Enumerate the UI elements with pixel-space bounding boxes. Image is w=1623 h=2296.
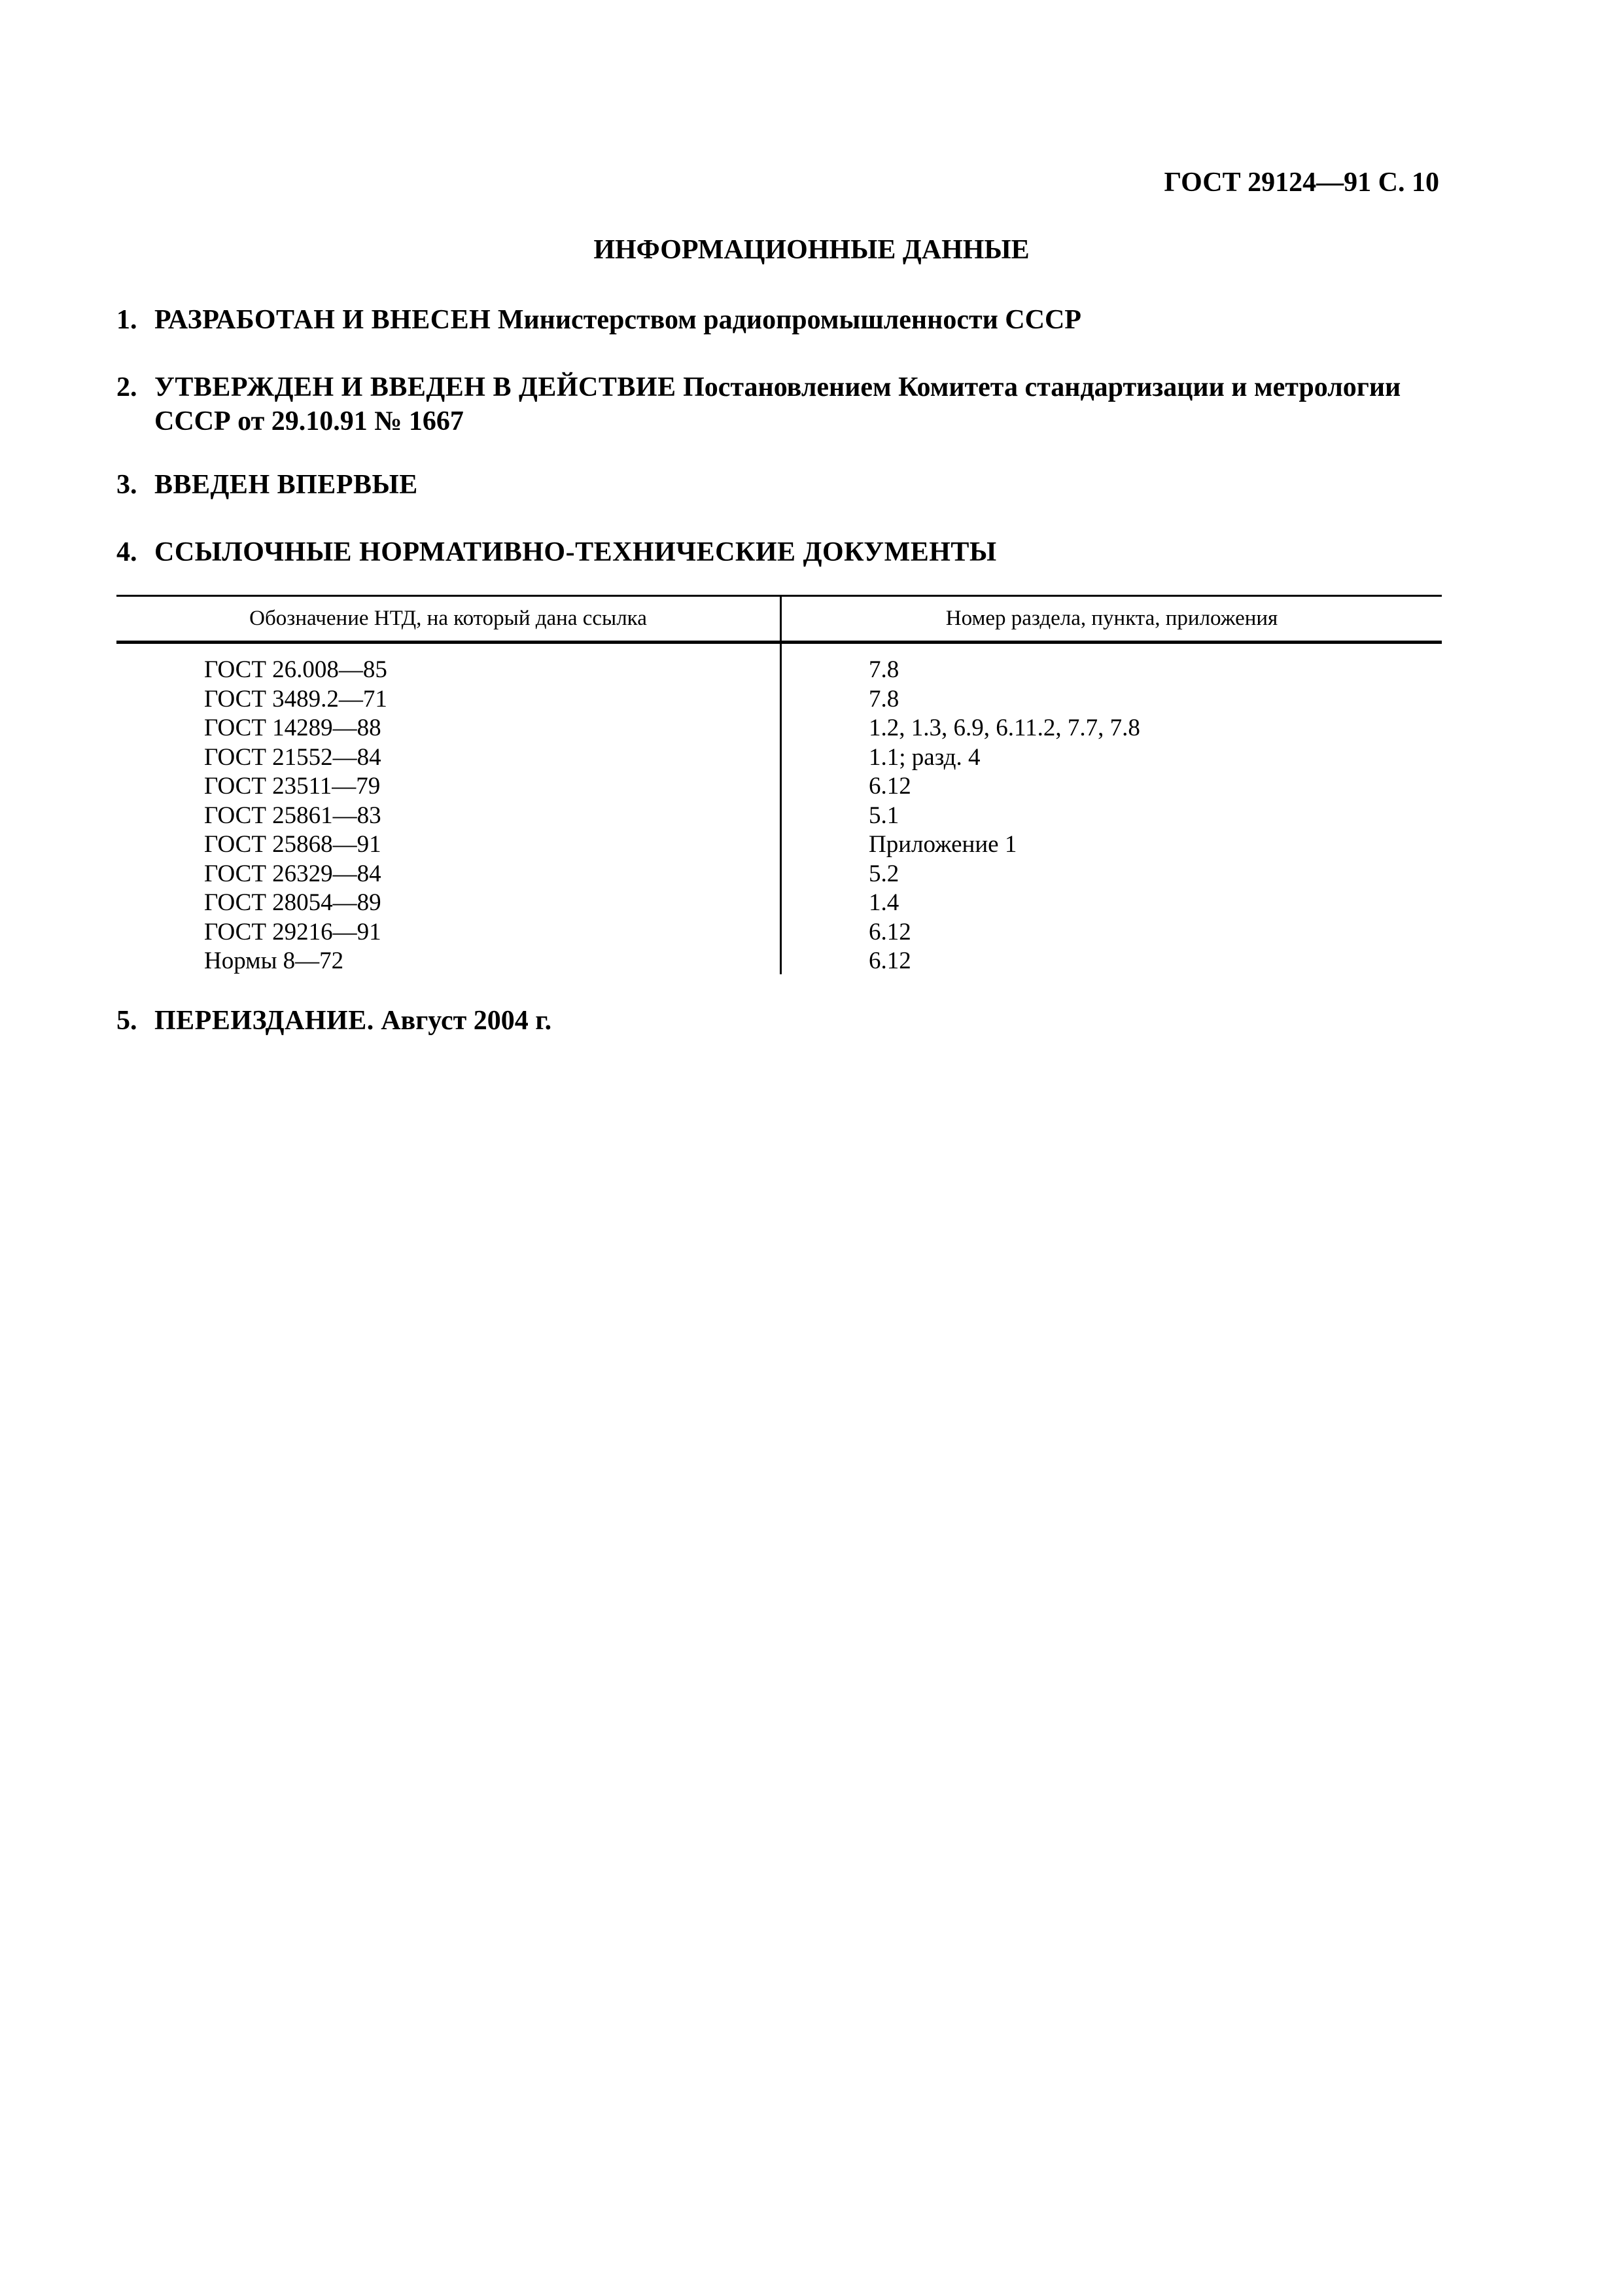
designation-cell: Нормы 8—72 — [204, 947, 344, 974]
designation-cell: ГОСТ 26.008—85 — [204, 656, 387, 683]
info-item-5 — [116, 1004, 1444, 1038]
section-cell: 5.2 — [869, 860, 899, 887]
table-top-rule — [116, 595, 1442, 597]
section-cell: Приложение 1 — [869, 831, 1017, 858]
section-cell: 1.2, 1.3, 6.9, 6.11.2, 7.7, 7.8 — [869, 715, 1140, 741]
table-header-section: Номер раздела, пункта, приложения — [945, 607, 1278, 630]
item-lead: ВВЕДЕН ВПЕРВЫЕ — [154, 470, 418, 500]
designation-column — [204, 656, 387, 976]
section-cell: 6.12 — [869, 947, 911, 974]
table-header-rule — [116, 641, 1442, 644]
info-item-4 — [116, 535, 1444, 569]
section-cell: 1.4 — [869, 889, 899, 916]
section-cell: 7.8 — [869, 656, 899, 683]
designation-cell: ГОСТ 3489.2—71 — [204, 685, 387, 713]
table-header-designation: Обозначение НТД, на который дана ссылка — [249, 607, 647, 630]
designation-cell: ГОСТ 25861—83 — [204, 802, 381, 829]
designation-cell: ГОСТ 14289—88 — [204, 715, 381, 741]
table-column-divider — [780, 595, 782, 974]
info-item-3 — [116, 468, 1444, 502]
item-number: 1. — [116, 305, 137, 335]
section-cell: 6.12 — [869, 918, 911, 945]
item-lead: УТВЕРЖДЕН И ВВЕДЕН В ДЕЙСТВИЕ — [154, 372, 676, 402]
item-text: Постановлением Комитета стандартизации и метрологии СССР от 29.10.91 № 1667 — [154, 372, 1401, 436]
item-lead: ПЕРЕИЗДАНИЕ. — [154, 1006, 374, 1036]
section-cell: 1.1; разд. 4 — [869, 743, 981, 771]
item-number: 3. — [116, 470, 137, 500]
item-number: 4. — [116, 537, 137, 567]
item-text: Август 2004 г. — [374, 1006, 552, 1036]
item-text: Министерством радиопромышленности СССР — [491, 305, 1081, 335]
item-lead: ССЫЛОЧНЫЕ НОРМАТИВНО-ТЕХНИЧЕСКИЕ ДОКУМЕНТЫ — [154, 537, 997, 567]
designation-cell: ГОСТ 29216—91 — [204, 918, 381, 945]
page-header-code: ГОСТ 29124—91 С. 10 — [1164, 168, 1439, 198]
designation-cell: ГОСТ 26329—84 — [204, 860, 381, 887]
item-number: 2. — [116, 372, 137, 402]
designation-cell: ГОСТ 25868—91 — [204, 831, 381, 858]
designation-cell: ГОСТ 28054—89 — [204, 889, 381, 916]
designation-cell: ГОСТ 21552—84 — [204, 743, 381, 771]
reference-table — [116, 595, 1442, 974]
section-column — [869, 656, 1140, 976]
item-number: 5. — [116, 1006, 137, 1036]
info-item-1 — [116, 303, 1444, 337]
designation-cell: ГОСТ 23511—79 — [204, 773, 381, 800]
item-lead: РАЗРАБОТАН И ВНЕСЕН — [154, 305, 491, 335]
section-cell: 7.8 — [869, 685, 899, 713]
section-cell: 6.12 — [869, 773, 911, 800]
info-item-2 — [116, 370, 1444, 438]
document-title: ИНФОРМАЦИОННЫЕ ДАННЫЕ — [593, 235, 1030, 265]
section-cell: 5.1 — [869, 802, 899, 829]
